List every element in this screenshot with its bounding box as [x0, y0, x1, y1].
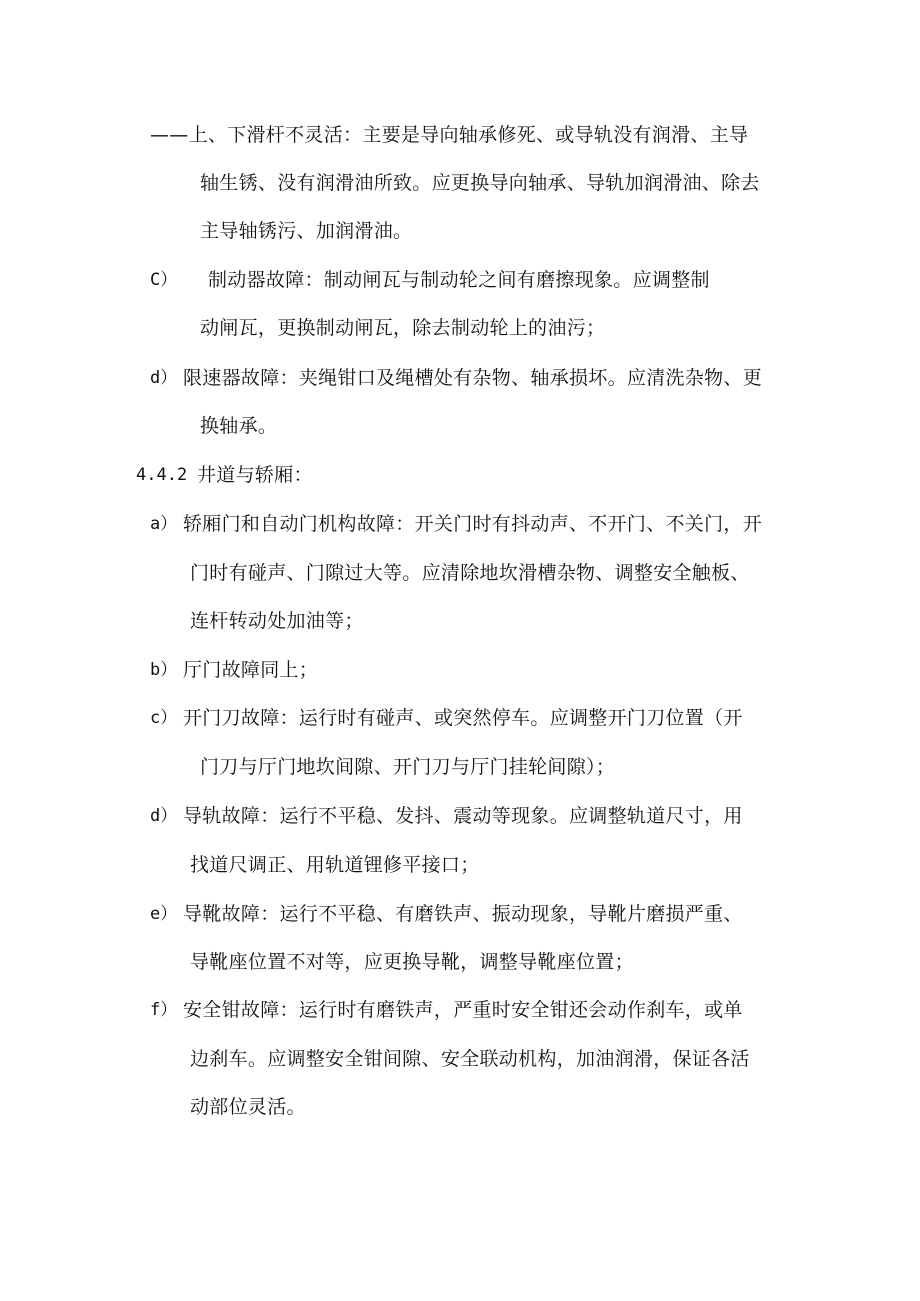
list-marker: d）: [150, 806, 178, 826]
paragraph-line: ——上、下滑杆不灵活：主要是导向轴承修死、或导轨没有润滑、主导: [150, 124, 749, 146]
list-item-line: 边刹车。应调整安全钳间隙、安全联动机构，加油润滑，保证各活: [190, 1048, 750, 1070]
paragraph-line: 主导轴锈污、加润滑油。: [200, 220, 413, 242]
list-item-line: 限速器故障：夹绳钳口及绳槽处有杂物、轴承损坏。应清洗杂物、更: [183, 367, 763, 389]
list-item-line: 轿厢门和自动门机构故障：开关门时有抖动声、不开门、不关门，开: [183, 513, 763, 535]
section-title: 井道与轿厢：: [197, 464, 313, 486]
list-item-line: 开门刀故障：运行时有碰声、或突然停车。应调整开门刀位置（开: [183, 707, 743, 729]
list-item-line: 导轨故障：运行不平稳、发抖、震动等现象。应调整轨道尺寸，用: [183, 805, 743, 827]
list-item-line: 动部位灵活。: [190, 1096, 306, 1118]
paragraph-line: 轴生锈、没有润滑油所致。应更换导向轴承、导轨加润滑油、除去: [200, 172, 760, 194]
section-number: 4.4.2: [136, 465, 188, 485]
list-item-line: 导靴座位置不对等，应更换导靴，调整导靴座位置；: [190, 951, 634, 973]
list-item-line: 安全钳故障：运行时有磨铁声，严重时安全钳还会动作刹车，或单: [183, 999, 743, 1021]
list-marker: f）: [150, 1000, 178, 1020]
list-item-line: 制动器故障：制动闸瓦与制动轮之间有磨擦现象。应调整制: [208, 269, 710, 291]
list-item-line: 连杆转动处加油等；: [190, 610, 364, 632]
list-item-line: 导靴故障：运行不平稳、有磨铁声、振动现象，导靴片磨损严重、: [183, 903, 743, 925]
list-marker: C）: [150, 270, 178, 290]
list-item-line: 换轴承。: [200, 415, 278, 437]
list-marker: e）: [150, 904, 178, 924]
list-marker: a）: [150, 514, 178, 534]
list-item-line: 门刀与厅门地坎间隙、开门刀与厅门挂轮间隙）；: [200, 756, 616, 778]
list-item-line: 厅门故障同上；: [183, 659, 319, 681]
list-item-line: 动闸瓦，更换制动闸瓦，除去制动轮上的油污；: [200, 317, 606, 339]
list-marker: c）: [150, 708, 178, 728]
list-marker: d）: [150, 368, 178, 388]
list-marker: b）: [150, 660, 178, 680]
list-item-line: 门时有碰声、门隙过大等。应清除地坎滑槽杂物、调整安全触板、: [190, 562, 750, 584]
list-item-line: 找道尺调正、用轨道锂修平接口；: [190, 854, 480, 876]
